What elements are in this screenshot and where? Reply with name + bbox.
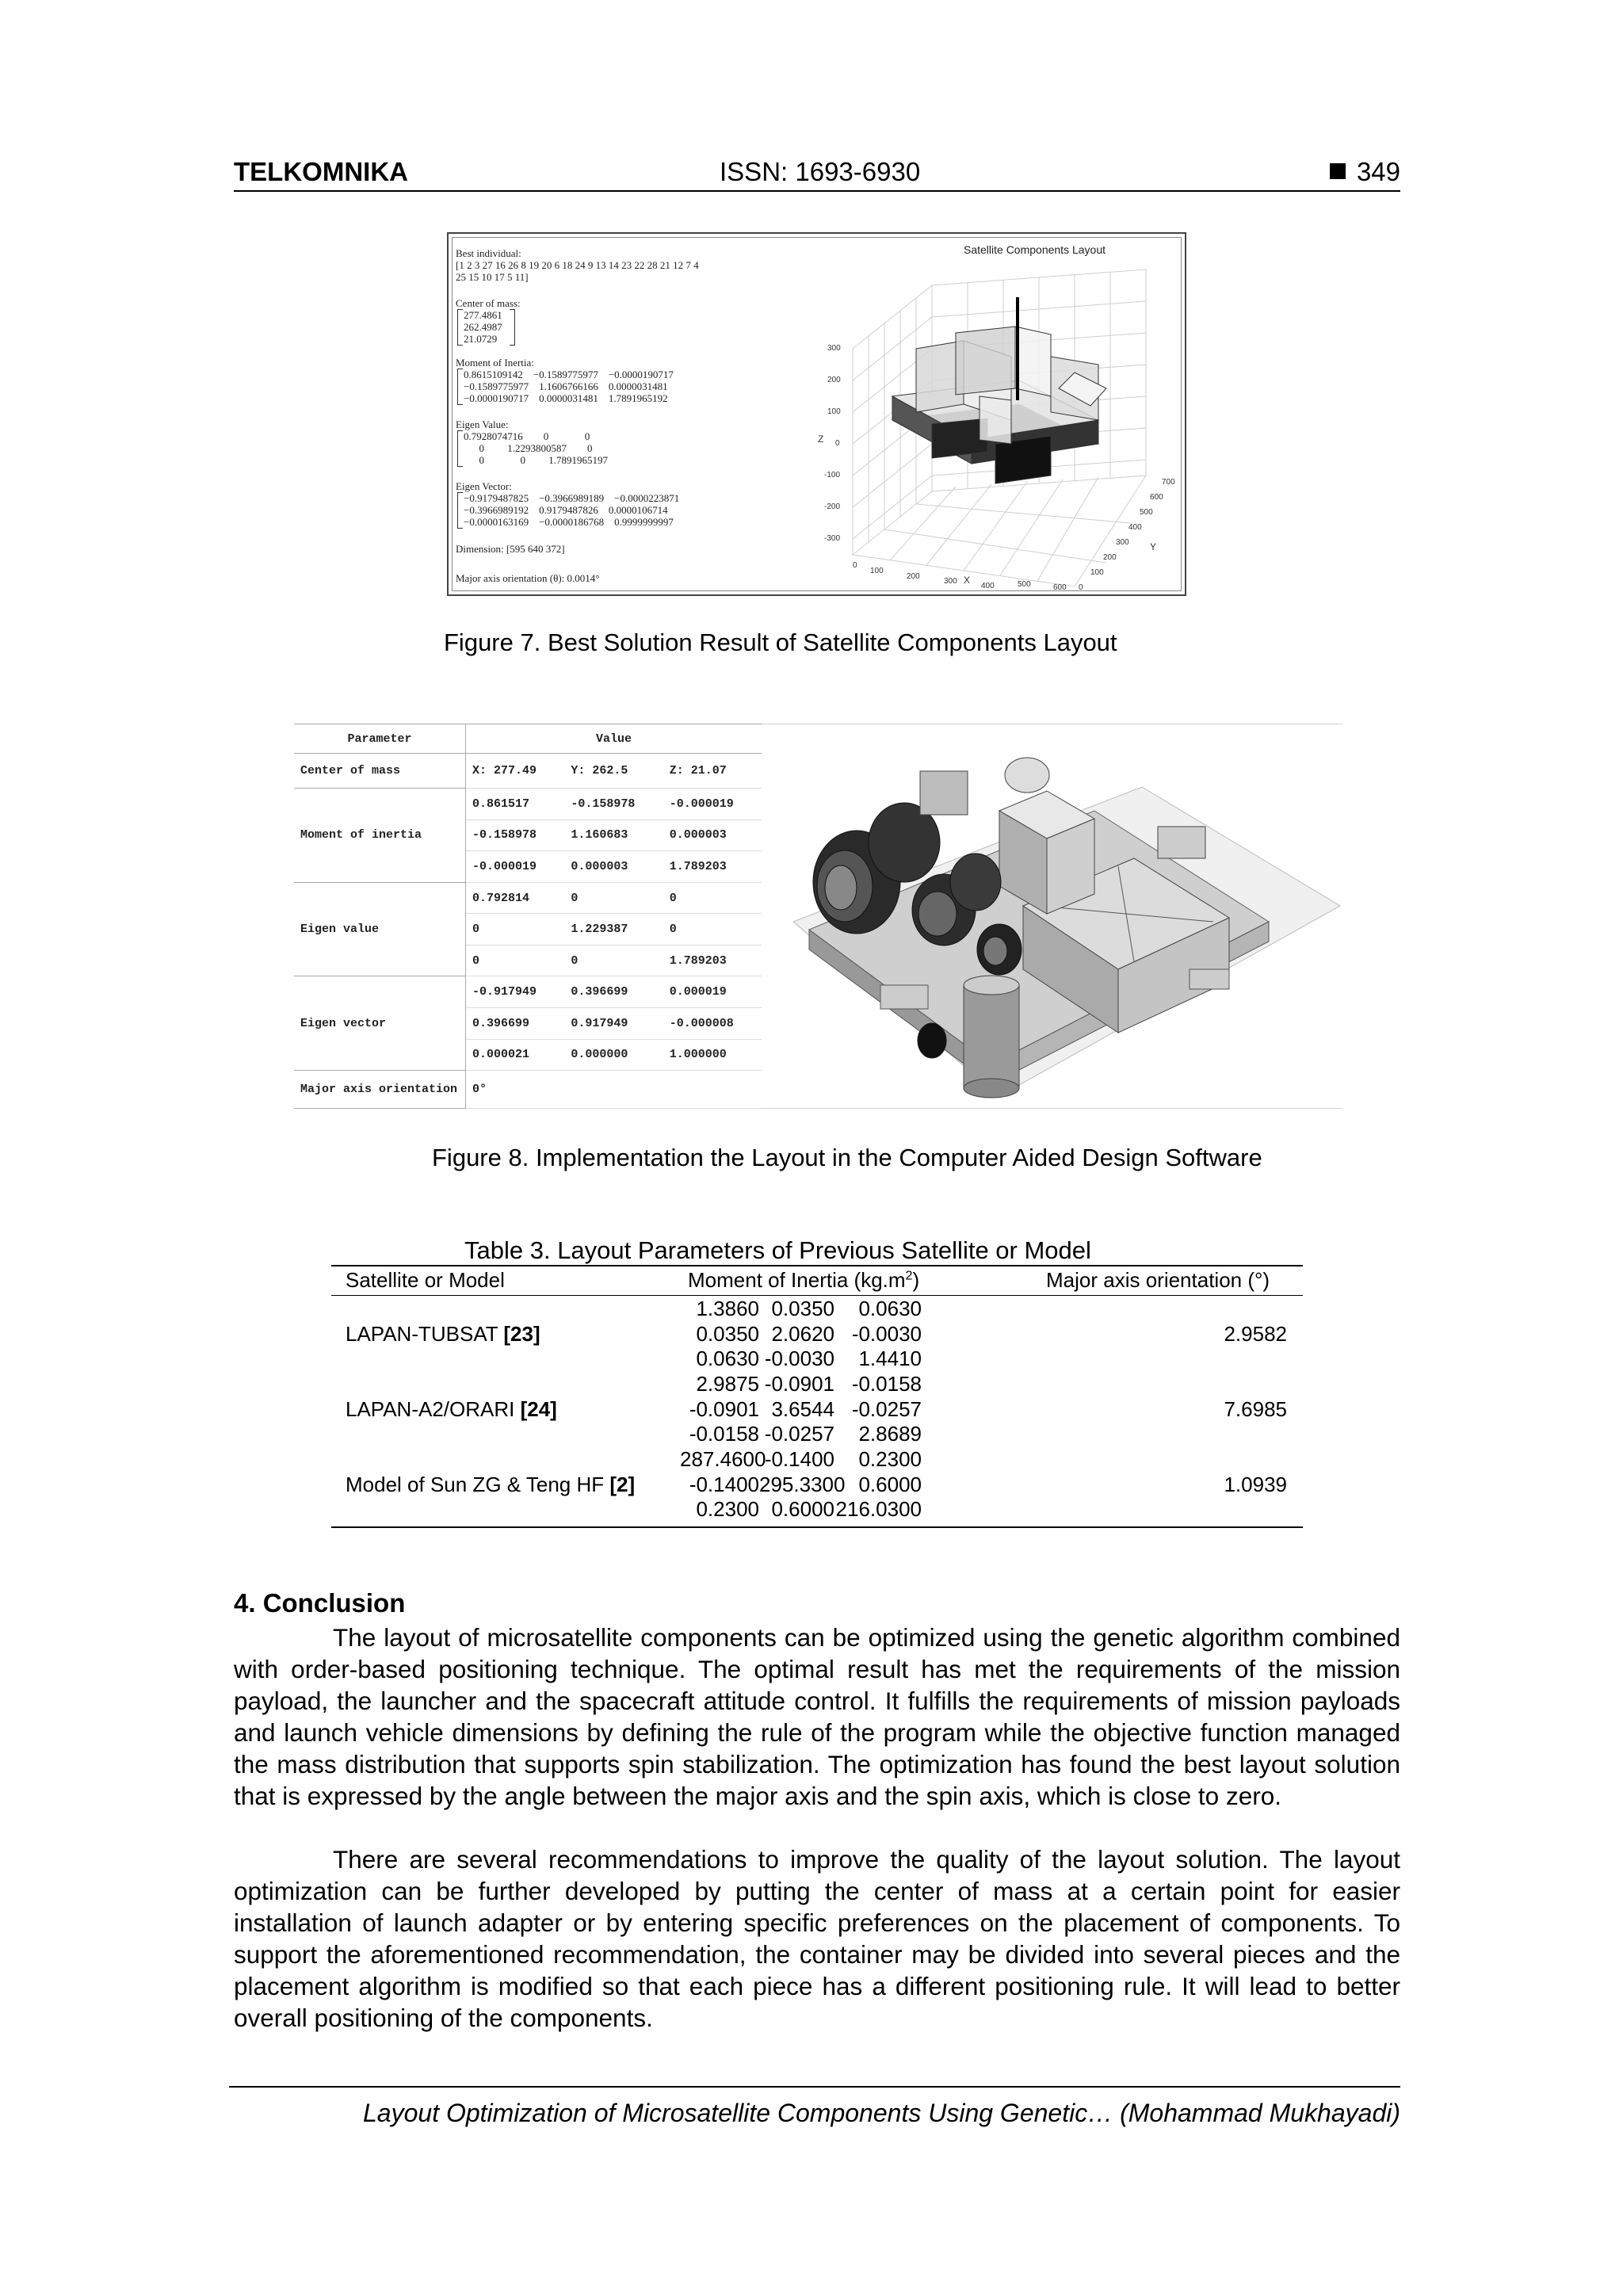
eigen-row: 0 0 1.7891965197 [464,454,608,466]
moi-cell: 0.0350 [771,1297,834,1320]
header-value: Value [466,724,762,754]
moi-cell: -0.0257 [764,1422,834,1446]
cell: X: 277.49 [466,754,565,789]
moi-cell: 0.6000 [858,1473,922,1496]
z-tick: 300 [827,344,841,353]
x-tick: 100 [870,567,884,575]
table-3-caption: Table 3. Layout Parameters of Previous Satellite or Model [464,1236,1091,1264]
eigen-value-label: Eigen Value: [456,418,509,430]
moi-row: 0.8615109142 −0.1589775977 −0.0000190717 [464,369,674,380]
moi-cell: 0.6000 [771,1497,834,1521]
cell: Y: 262.5 [564,754,663,789]
y-tick: 600 [1150,493,1163,502]
major-axis-text: Major axis orientation (θ): 0.0014° [456,572,600,584]
angle-cell: 7.6985 [1224,1397,1287,1421]
square-bullet-icon [1330,163,1346,179]
moi-cell: 0.2300 [696,1497,759,1521]
y-tick: 200 [1103,553,1117,562]
cell: 0.396699 [564,976,663,1008]
bracket [510,309,515,346]
y-tick: 400 [1128,523,1142,532]
satellite-name: LAPAN-A2/ORARI [24] [346,1397,557,1421]
best-individual-line: 25 15 10 17 5 11] [456,271,529,283]
y-tick: 100 [1090,568,1104,577]
cell: -0.917949 [466,976,565,1008]
com-value: 277.4861 [464,309,502,321]
cell: 0.000021 [466,1039,565,1071]
moi-cell: -0.0257 [851,1397,922,1421]
bracket [457,309,463,346]
x-tick: 400 [981,582,995,590]
center-of-mass-label: Center of mass: [456,297,521,309]
header-major-axis: Major axis orientation (°) [1046,1268,1270,1292]
moi-cell: 287.4600 [680,1447,766,1471]
moi-cell: 0.2300 [858,1447,922,1471]
result-text-panel [453,238,833,590]
x-axis-label: X [964,575,971,586]
moi-cell: -0.0901 [764,1372,834,1396]
best-individual-line: [1 2 3 27 16 26 8 19 20 6 18 24 9 13 14 23 22 28 21 12 7 4 [456,259,699,271]
x-tick: 500 [1018,580,1031,589]
cell: 0.000003 [564,851,663,883]
moi-cell: 2.9875 [696,1372,759,1396]
dimension-text: Dimension: [595 640 372] [456,543,565,555]
page-header [234,155,1400,192]
moi-cell: 1.4410 [858,1347,922,1370]
satellite-name: LAPAN-TUBSAT [23] [346,1322,540,1346]
x-tick: 0 [853,561,857,570]
com-value: 262.4987 [464,321,502,333]
paragraph: There are several recommendations to improve the quality of the layout solution. The layout optimization can be further developed by putting the center of mass at a certain point for easier installation of launch adapter or by entering specific preferences on the placement of components. To support the aforementioned recommendation, the container may be divided into several pieces and the placement algorithm is modified so that each piece has a different positioning rule. It will lead to better overall positioning of the components. [234,1845,1400,2032]
cell: 0 [466,914,565,946]
z-tick: -300 [824,534,841,543]
cad-model-render [762,724,1342,1109]
cell: 1.160683 [564,819,663,851]
cell: -0.158978 [466,819,565,851]
row-label: Center of mass [294,754,466,789]
z-tick: -100 [824,471,841,479]
moi-cell: 2.8689 [858,1422,922,1446]
header-satellite: Satellite or Model [346,1268,505,1292]
figure-7-caption: Figure 7. Best Solution Result of Satellite Components Layout [444,628,1117,656]
cell: 1.789203 [663,851,762,883]
journal-name: TELKOMNIKA [234,157,408,186]
moment-of-inertia-label: Moment of Inertia: [456,357,534,369]
cell: 1.229387 [564,914,663,946]
moi-row: −0.1589775977 1.1606766166 0.0000031481 [464,380,668,392]
plot-title: Satellite Components Layout [964,243,1106,256]
evec-row: −0.3966989192 0.9179487826 0.0000106714 [464,504,668,516]
cell: 0 [564,882,663,914]
best-individual-label: Best individual: [456,247,521,259]
eigen-row: 0 1.2293800587 0 [464,442,593,454]
section-heading: 4. Conclusion [234,1588,406,1618]
y-tick: 500 [1140,508,1153,517]
cell: 1.000000 [663,1039,762,1071]
cell: -0.158978 [564,789,663,820]
eigen-vector-label: Eigen Vector: [456,480,512,492]
footer-running-title: Layout Optimization of Microsatellite Components Using Genetic… (Mohammad Mukhayadi) [363,2099,1400,2127]
x-tick: 200 [907,572,920,581]
evec-row: −0.0000163169 −0.0000186768 0.9999999997 [464,516,674,528]
com-value: 21.0729 [464,333,498,345]
cell: 0.861517 [466,789,565,820]
cell: 0.917949 [564,1007,663,1039]
z-axis-label: Z [818,434,824,445]
moi-cell: 0.0350 [696,1322,759,1346]
cell: 0.000000 [564,1039,663,1071]
y-tick: 0 [1079,583,1083,590]
angle-cell: 1.0939 [1224,1473,1287,1496]
page-footer [229,2086,1400,2127]
moi-row: −0.0000190717 0.0000031481 1.7891965192 [464,392,668,404]
bracket [457,369,463,405]
cell: 0.000003 [663,819,762,851]
sensor-unit [920,771,968,815]
cell: 0.396699 [466,1007,565,1039]
moi-cell: -0.0158 [851,1372,922,1396]
moi-cell: 0.0630 [696,1347,759,1370]
moi-cell: 3.6544 [771,1397,834,1421]
cell: 0 [663,882,762,914]
angle-cell: 2.9582 [1224,1322,1287,1346]
paragraph: The layout of microsatellite components can be optimized using the genetic algorithm combined with order-based positioning technique. The optimal result has met the requirements of the mission payload, the launcher and the spacecraft attitude control. It fulfills the requirements of mission payloads and launch vehicle dimensions by defining the rule of the program while the objective function managed the mass distribution that supports spin stabilization. The optimization has found the best layout solution that is expressed by the angle between the major axis and the spin axis, which is close to zero. [234,1623,1400,1810]
x-tick: 300 [944,577,957,586]
cell: 0 [466,945,565,976]
moi-cell: -0.1400 [689,1473,759,1496]
bracket [457,492,463,529]
moi-cell: -0.0030 [764,1347,834,1370]
cell: 0 [564,945,663,976]
moi-cell: 0.0630 [858,1297,922,1320]
x-tick: 600 [1053,583,1067,590]
row-label: Moment of inertia [294,789,466,883]
moi-cell: -0.1400 [764,1447,834,1471]
y-axis-label: Y [1150,541,1157,552]
figure-7-screenshot [447,232,1186,596]
moi-cell: 2.0620 [771,1322,834,1346]
row-label: Eigen vector [294,976,466,1071]
eigen-row: 0.7928074716 0 0 [464,430,590,442]
figure-8-caption: Figure 8. Implementation the Layout in the Computer Aided Design Software [432,1144,1262,1171]
moi-cell: -0.0030 [851,1322,922,1346]
header-moment: Moment of Inertia $(kg.m^2)$ [688,1268,920,1292]
cell: 1.789203 [663,945,762,976]
moi-cell: 295.3300 [759,1473,846,1496]
wheel-cylinder [964,985,1019,1088]
cell: 0° [466,1071,762,1109]
moi-cell: -0.0901 [689,1397,759,1421]
cell: -0.000019 [466,851,565,883]
satellite-layout-3d-plot [813,238,1182,590]
cell: 0 [663,914,762,946]
cell: Z: 21.07 [663,754,762,789]
figure-7-frame [452,237,1182,591]
issn: ISSN: 1693-6930 [720,157,921,186]
z-tick: 200 [827,376,841,384]
table-rule-top [331,1265,1303,1266]
row-label: Eigen value [294,882,466,976]
moi-cell: 216.0300 [835,1497,922,1521]
cell: -0.000008 [663,1007,762,1039]
table-rule-mid [331,1295,1303,1296]
y-tick: 700 [1162,478,1175,487]
header-parameter: Parameter [294,724,466,754]
evec-row: −0.9179487825 −0.3966989189 −0.0000223871 [464,492,680,504]
moi-cell: 1.3860 [696,1297,759,1320]
y-tick: 300 [1116,538,1129,547]
page-number: 349 [1330,157,1400,187]
z-tick: 0 [835,439,840,448]
moi-cell: -0.0158 [689,1422,759,1446]
satellite-name: Model of Sun ZG & Teng HF [2] [346,1473,636,1496]
figure-8-parameter-table [294,724,762,1109]
row-label: Major axis orientation [294,1071,466,1109]
z-tick: 100 [827,407,841,416]
z-tick: -200 [824,502,841,511]
cell: 0.000019 [663,976,762,1008]
cell: -0.000019 [663,789,762,820]
cell: 0.792814 [466,882,565,914]
table-rule-bottom [331,1526,1303,1528]
bracket [457,430,463,467]
